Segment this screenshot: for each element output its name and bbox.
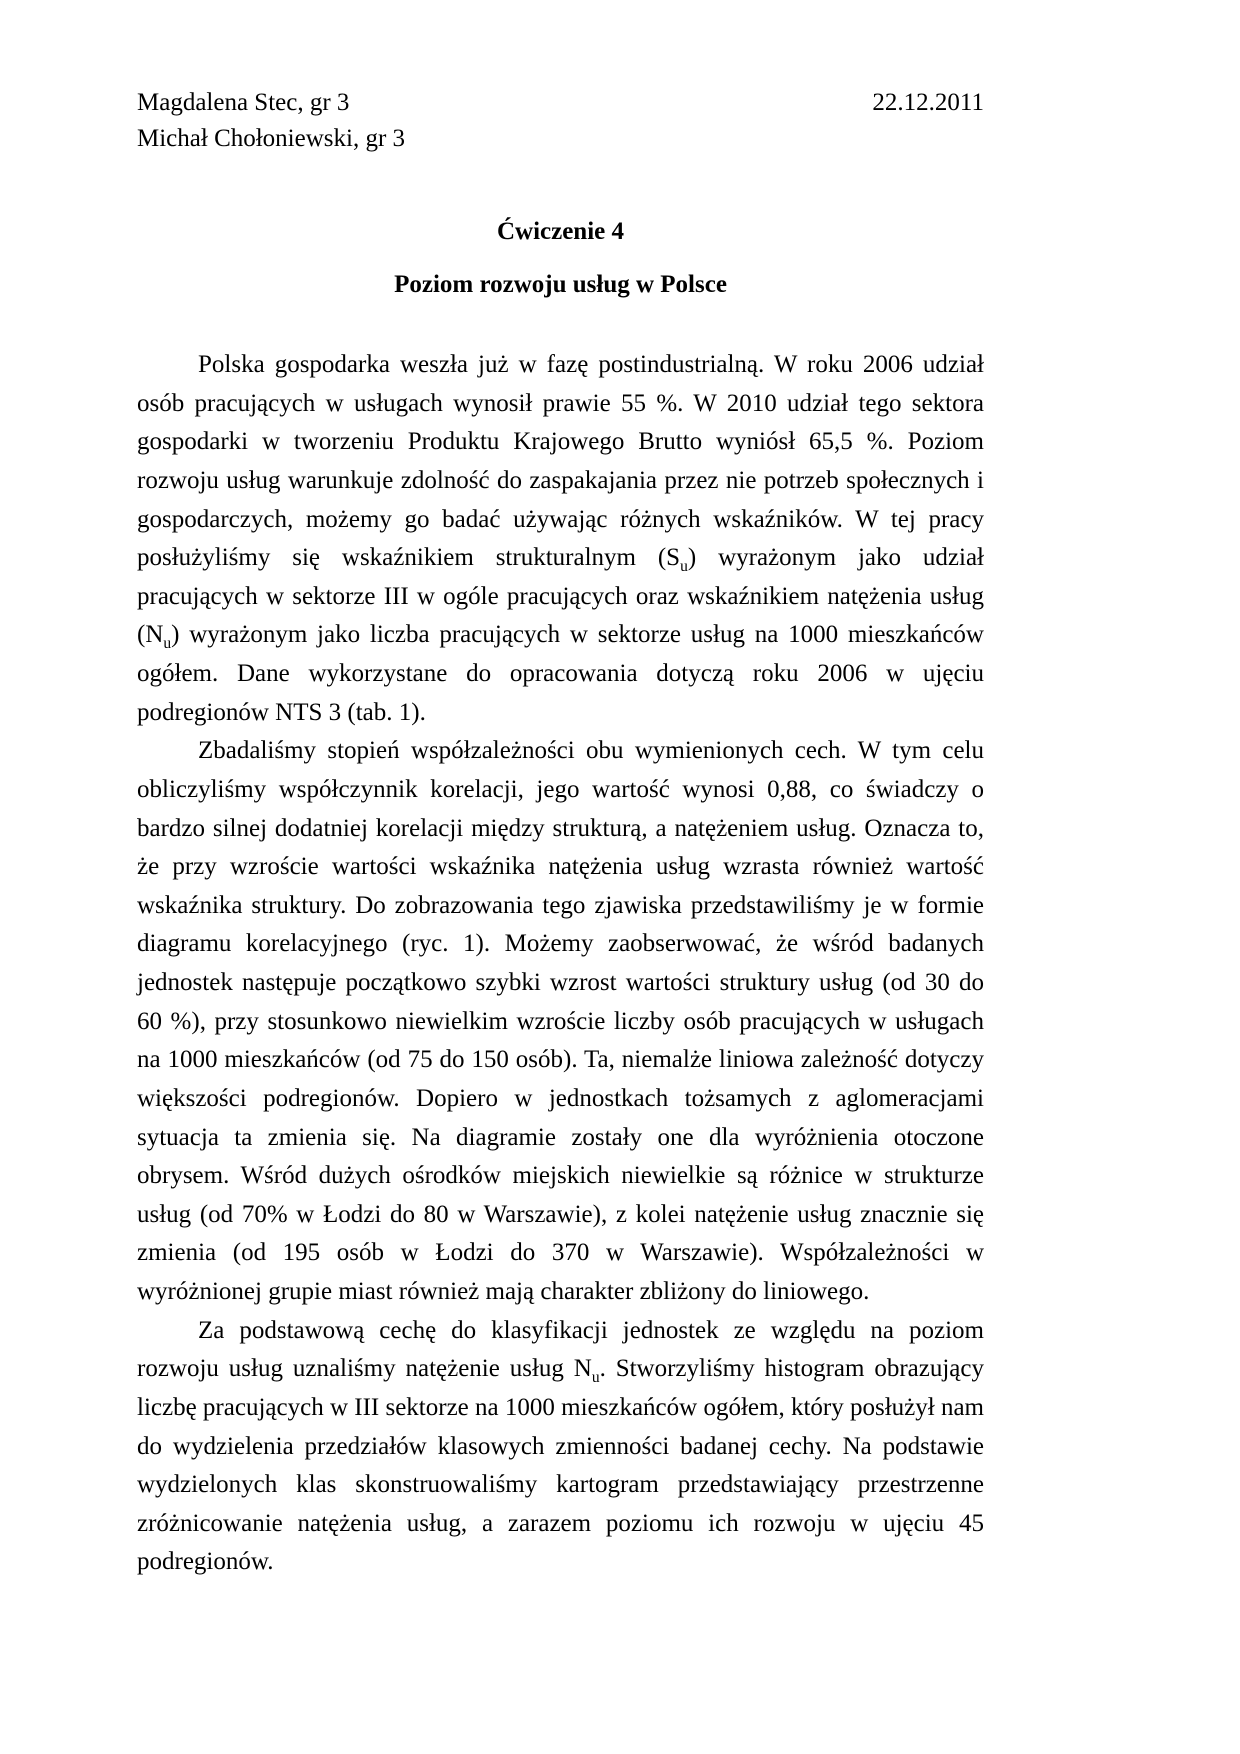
paragraph — [137, 732, 984, 1311]
paragraph — [137, 346, 984, 732]
subscript-text: u — [591, 1369, 600, 1387]
document-body — [137, 346, 984, 1582]
document-date: 22.12.2011 — [872, 89, 984, 116]
text-run: Zbadaliśmy stopień współzależności obu wymienionych cech. W tym celu obliczyliśmy współczynnik korelacji, jego wartość wynosi 0,88, co świadczy o bardzo silnej dodatniej korelacji między strukturą, a natężeniem usług. Oznacza to, że przy wzroście wartości wskaźnika natężenia usług wzrasta również wartość wskaźnika struktury. Do zobrazowania tego zjawiska przedstawiliśmy je w formie diagramu korelacyjnego (ryc. 1). Możemy zaobserwować, że wśród badanych jednostek następuje początkowo szybki wzrost wartości struktury usług (od 30 do 60 %), przy stosunkowo niewielkim wzroście liczby osób pracujących w usługach na 1000 mieszkańców (od 75 do 150 osób). Ta, niemalże liniowa zależność dotyczy większości podregionów. Dopiero w jednostkach tożsamych z aglomeracjami sytuacja ta zmienia się. Na diagramie zostały one dla wyróżnienia otoczone obrysem. Wśród dużych ośrodków miejskich niewielkie są różnice w strukturze usług (od 70% w Łodzi do 80 w Warszawie), z kolei natężenie usług znacznie się zmienia (od 195 osób w Łodzi do 370 w Warszawie). Współzależności w wyróżnionej grupie miast również mają charakter zbliżony do liniowego. — [137, 737, 984, 1305]
author-name-2: Michał Chołoniewski, gr 3 — [137, 124, 406, 152]
author-name-1: Magdalena Stec, gr 3 — [137, 89, 350, 116]
text-run: ) wyrażonym jako udział pracujących w sektorze III w ogóle pracujących oraz wskaźnikiem natężenia usług (N — [137, 544, 984, 649]
text-run: . Stworzyliśmy histogram obrazujący liczbę pracujących w III sektorze na 1000 mieszkańców ogółem, który posłużył nam do wydzielenia przedziałów klasowych zmienności badanej cechy. Na podstawie wydzielonych klas skonstruowaliśmy kartogram przedstawiający przestrzenne zróżnicowanie natężenia usług, a zarazem poziomu ich rozwoju w ujęciu 45 podregionów. — [137, 1355, 984, 1576]
subscript-text: u — [680, 558, 688, 576]
document-title: Ćwiczenie 4 — [496, 218, 625, 245]
author-block — [137, 85, 405, 156]
text-run: ) wyrażonym jako liczba pracujących w sektorze usług na 1000 mieszkańców ogółem. Dane wykorzystane do opracowania dotyczą roku 2006 w ujęciu podregionów NTS 3 (tab. 1). — [137, 621, 984, 726]
document-header — [137, 85, 984, 156]
title-block — [137, 214, 984, 302]
paragraph — [137, 1312, 984, 1582]
subscript-text: u — [163, 635, 172, 653]
text-run: Za podstawową cechę do klasyfikacji jednostek ze względu na poziom rozwoju usług uznaliśmy natężenie usług N — [137, 1316, 984, 1383]
text-run: Polska gospodarka weszła już w fazę postindustrialną. W roku 2006 udział osób pracujących w usługach wynosił prawie 55 %. W 2010 udział tego sektora gospodarki w tworzeniu Produktu Krajowego Brutto wyniósł 65,5 %. Poziom rozwoju usług warunkuje zdolność do zaspakajania przez nie potrzeb społecznych i gospodarczych, możemy go badać używając różnych wskaźników. W tej pracy posłużyliśmy się wskaźnikiem strukturalnym (S — [137, 351, 984, 572]
document-subtitle: Poziom rozwoju usług w Polsce — [394, 271, 727, 298]
